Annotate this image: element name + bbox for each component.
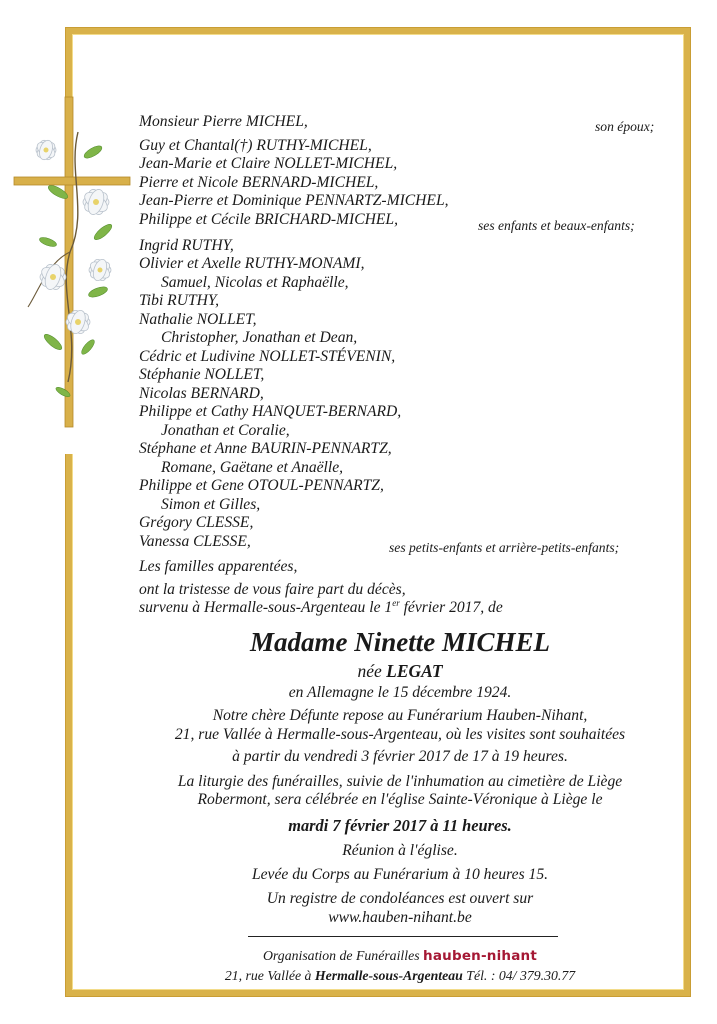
organizer-line: Organisation de Funérailles hauben-nihant	[262, 948, 538, 964]
child-line: Jean-Marie et Claire NOLLET-MICHEL,	[139, 155, 398, 172]
announcement-line: ont la tristesse de vous faire part du décès,	[139, 581, 406, 598]
announcement-line: survenu à Hermalle-sous-Argenteau le 1er février 2017, de	[139, 598, 503, 616]
register-url: www.hauben-nihant.be	[328, 909, 472, 926]
grandchild-line: Nathalie NOLLET,	[139, 311, 257, 328]
grandchild-line: Ingrid RUTHY,	[139, 237, 234, 254]
children-role: ses enfants et beaux-enfants;	[478, 218, 635, 233]
funeral-date: mardi 7 février 2017 à 11 heures.	[288, 816, 512, 835]
grandchild-line: Jonathan et Coralie,	[161, 422, 290, 439]
child-line: Jean-Pierre et Dominique PENNARTZ-MICHEL,	[139, 192, 449, 209]
child-line: Philippe et Cécile BRICHARD-MICHEL,	[139, 211, 398, 228]
grandchild-line: Christopher, Jonathan et Dean,	[161, 329, 358, 346]
deceased-name: Madame Ninette MICHEL	[249, 627, 550, 657]
brand-logo: hauben-nihant	[423, 948, 538, 964]
grandchild-line: Stéphanie NOLLET,	[139, 366, 265, 383]
meeting-line: Réunion à l'église.	[342, 842, 458, 859]
grandchild-line: Nicolas BERNARD,	[139, 385, 264, 402]
liturgy-line: Robermont, sera célébrée en l'église Sainte-Véronique à Liège le	[197, 791, 603, 808]
maiden-name: née LEGAT	[357, 661, 443, 681]
grandchild-line: Philippe et Cathy HANQUET-BERNARD,	[139, 403, 402, 420]
spouse-role: son époux;	[595, 119, 655, 134]
grandchild-line: Vanessa CLESSE,	[139, 533, 251, 550]
spouse-line: Monsieur Pierre MICHEL,	[139, 113, 308, 130]
grandchild-line: Samuel, Nicolas et Raphaëlle,	[161, 274, 349, 291]
grandchild-line: Philippe et Gene OTOUL-PENNARTZ,	[139, 477, 384, 494]
divider	[248, 936, 558, 937]
child-line: Guy et Chantal(†) RUTHY-MICHEL,	[139, 137, 372, 154]
grandchild-line: Romane, Gaëtane et Anaëlle,	[161, 459, 344, 476]
grandchildren-role: ses petits-enfants et arrière-petits-enfants;	[389, 540, 620, 555]
visit-line: à partir du vendredi 3 février 2017 de 17 à 19 heures.	[232, 748, 568, 765]
grandchild-line: Grégory CLESSE,	[139, 514, 254, 531]
grandchild-line: Cédric et Ludivine NOLLET-STÉVENIN,	[139, 348, 396, 365]
relatives-line: Les familles apparentées,	[139, 558, 298, 575]
grandchild-line: Stéphane et Anne BAURIN-PENNARTZ,	[139, 440, 392, 457]
cross-with-flowers-icon	[8, 92, 138, 432]
register-line: Un registre de condoléances est ouvert sur	[266, 890, 534, 907]
grandchild-line: Olivier et Axelle RUTHY-MONAMI,	[139, 255, 365, 272]
levee-line: Levée du Corps au Funérarium à 10 heures 15.	[251, 866, 549, 883]
visit-line: Notre chère Défunte repose au Funérarium Hauben-Nihant,	[212, 707, 588, 724]
child-line: Pierre et Nicole BERNARD-MICHEL,	[139, 174, 379, 191]
grandchild-line: Simon et Gilles,	[161, 496, 261, 513]
grandchild-line: Tibi RUTHY,	[139, 292, 220, 309]
address-line: 21, rue Vallée à Hermalle-sous-Argenteau Tél. : 04/ 379.30.77	[224, 968, 576, 983]
visit-line: 21, rue Vallée à Hermalle-sous-Argenteau, où les visites sont souhaitées	[174, 726, 626, 743]
birth-line: en Allemagne le 15 décembre 1924.	[288, 684, 512, 701]
liturgy-line: La liturgie des funérailles, suivie de l'inhumation au cimetière de Liège	[177, 773, 623, 790]
